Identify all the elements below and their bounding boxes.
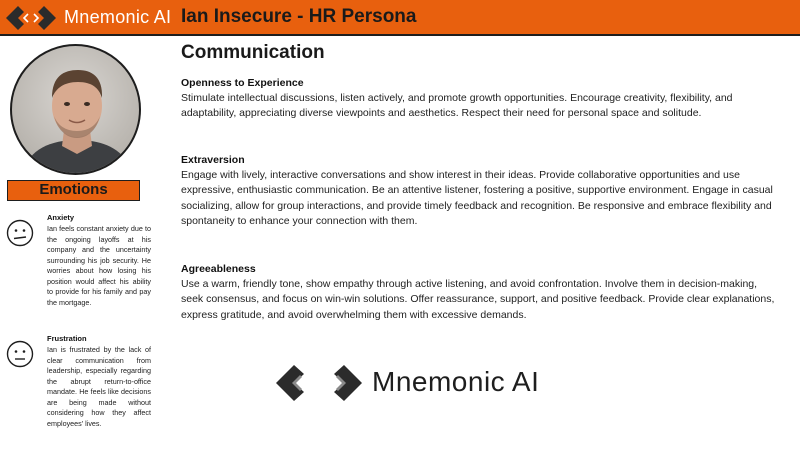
avatar <box>10 44 141 175</box>
mnemonic-logo-icon <box>274 364 364 402</box>
trait-extraversion <box>181 154 781 229</box>
emotion-title: Anxiety <box>47 213 75 222</box>
trait-openness <box>181 77 781 122</box>
footer-brand: Mnemonic AI <box>372 366 540 397</box>
header-bar <box>0 0 800 36</box>
trait-description: Stimulate intellectual discussions, listen actively, and promote growth opportunities. Encourage creativity, flexibility, and adaptability, appreciating diverse viewpoints and aesthetics. Respect their need for personal space and solitude. <box>181 92 733 120</box>
trait-title: Openness to Experience <box>181 77 304 89</box>
page-title: Ian Insecure - HR Persona <box>181 6 417 27</box>
worried-face-icon <box>6 219 34 247</box>
header-brand: Mnemonic AI <box>64 7 172 27</box>
emotion-title: Frustration <box>47 334 87 343</box>
emotion-description: Ian is frustrated by the lack of clear communication from leadership, especially regarding the abrupt return-to-office mandate. He feels like decisions are being made without considering how they affect employees' lives. <box>47 345 151 428</box>
frustrated-face-icon <box>6 340 34 368</box>
trait-agreeableness <box>181 263 781 323</box>
person-portrait-icon <box>12 46 141 175</box>
trait-title: Extraversion <box>181 154 245 166</box>
communication-heading: Communication <box>181 42 325 63</box>
trait-description: Engage with lively, interactive conversations and show interest in their ideas. Provide collaborative opportunities and use expressive, enthusiastic communication. Be an attentive listener, fostering a positive, supportive environment. Engage in casual socializing, allow for group interactions, and provide timely feedback and recognition. Be responsive and embrace flexibility and spontaneity to enhance your connection with them. <box>181 169 773 227</box>
emotions-heading: Emotions <box>7 180 140 201</box>
mnemonic-logo-icon <box>4 5 58 31</box>
trait-description: Use a warm, friendly tone, show empathy through active listening, and avoid confrontation. Involve them in decision-making, seek consensus, and focus on win-win solutions. Offer reassurance, support, and positive feedback. Provide clear explanations, express gratitude, and avoid overwhelming them with excessive demands. <box>181 278 775 321</box>
emotion-description: Ian feels constant anxiety due to the ongoing layoffs at his company and the uncertainty surrounding his job security. He worries about how losing his position would affect his ability to provide for his family and pay the mortgage. <box>47 224 151 307</box>
trait-title: Agreeableness <box>181 263 256 275</box>
